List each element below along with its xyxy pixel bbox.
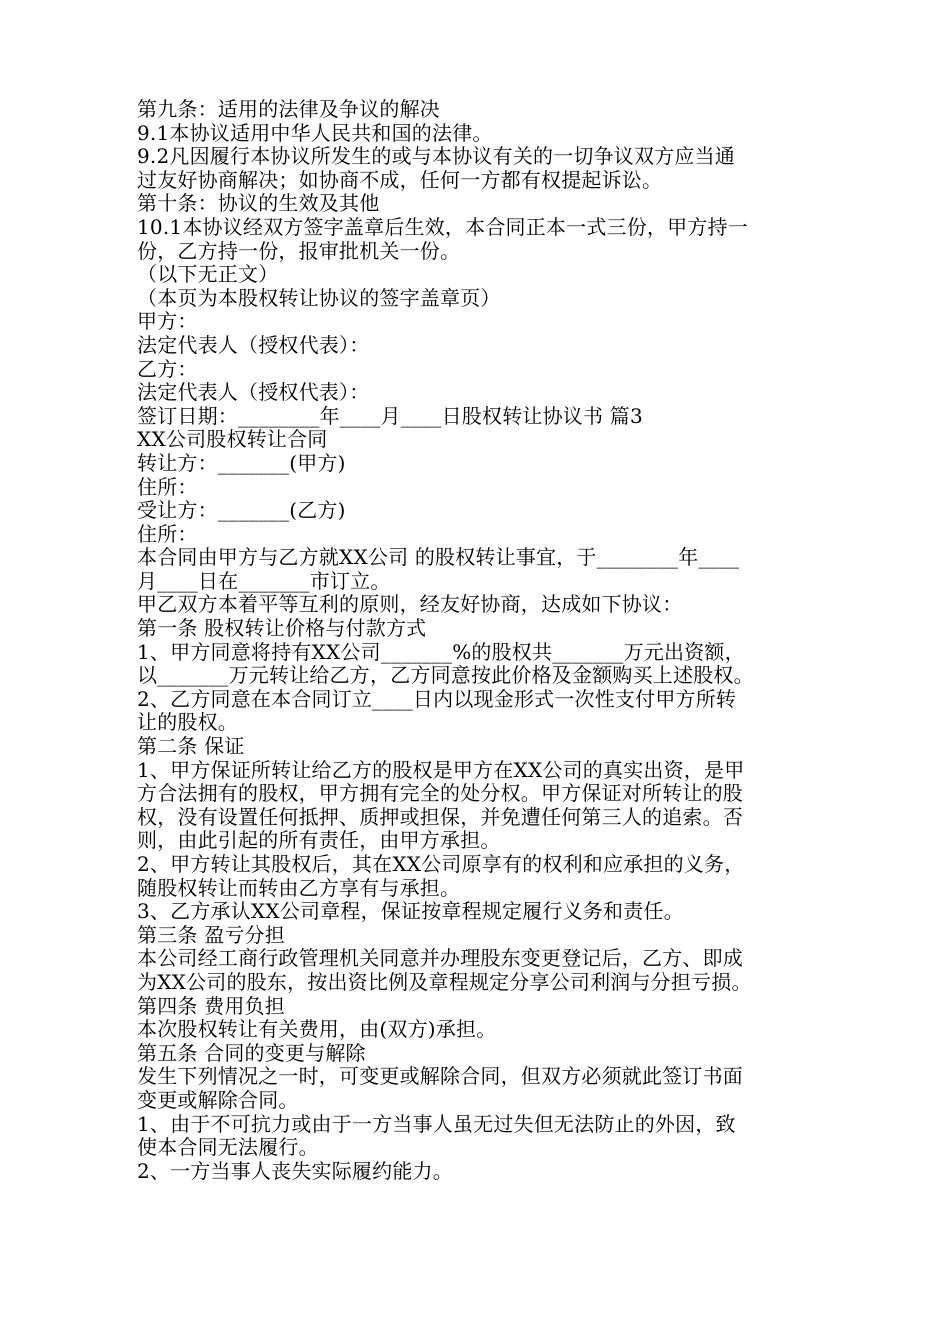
article-2-clause-1-line-1: 1、甲方保证所转让给乙方的股权是甲方在XX公司的真实出资，是甲 [137,757,745,782]
article-10-heading: 第十条：协议的生效及其他 [137,191,380,216]
party-b-label: 乙方： [137,356,198,381]
article-2-heading: 第二条 保证 [137,734,245,759]
article-2-clause-1-line-4: 则，由此引起的所有责任，由甲方承担。 [137,828,501,853]
article-1-clause-1-line-1: 1、甲方同意将持有XX公司_______%的股权共_______万元出资额， [137,639,745,664]
article-4-body: 本次股权转让有关费用，由(双方)承担。 [137,1017,497,1042]
article-1-clause-1-line-2: 以_______万元转让给乙方，乙方同意按此价格及金额购买上述股权。 [137,663,754,688]
article-1-clause-2-line-1: 2、乙方同意在本合同订立____日内以现金形式一次性支付甲方所转 [137,686,737,711]
article-2-clause-2-line-1: 2、甲方转让其股权后，其在XX公司原享有的权利和应承担的义务， [137,852,745,876]
preamble-line-2: 月____日在_______市订立。 [137,568,391,593]
document-page [137,98,827,1183]
article-1-clause-2-line-2: 让的股权。 [137,710,238,735]
preamble-line-1: 本合同由甲方与乙方就XX公司 的股权转让事宜，于________年____ [137,545,740,570]
article-9-heading: 第九条：适用的法律及争议的解决 [137,97,440,121]
article-2-clause-2-line-2: 随股权转让而转由乙方享有与承担。 [137,875,461,900]
article-5-clause-1-line-1: 1、由于不可抗力或由于一方当事人虽无过失但无法防止的外因，致 [137,1111,736,1136]
transferor-address: 住所： [137,474,198,499]
article-5-clause-2: 2、一方当事人丧失实际履约能力。 [137,1158,453,1183]
clause-10-1-line-1: 10.1本协议经双方签字盖章后生效，本合同正本一式三份，甲方持一 [137,214,748,239]
transferee: 受让方：_______(乙方) [137,498,346,523]
clause-10-1-line-2: 份，乙方持一份，报审批机关一份。 [137,238,461,263]
article-5-heading: 第五条 合同的变更与解除 [137,1040,366,1065]
article-2-clause-1-line-2: 方合法拥有的股权，甲方拥有完全的处分权。甲方保证对所转让的股 [137,781,743,806]
signature-page-note: （本页为本股权转让协议的签字盖章页） [137,285,501,310]
clause-9-2-line-2: 过友好协商解决；如协商不成，任何一方都有权提起诉讼。 [137,167,663,192]
party-a-representative: 法定代表人（授权代表）： [137,332,370,357]
article-3-body-line-2: 为XX公司的股东，按出资比例及章程规定分享公司利润与分担亏损。 [137,969,752,994]
article-4-heading: 第四条 费用负担 [137,993,285,1018]
article-3-heading: 第三条 盈亏分担 [137,922,285,947]
transferor: 转让方：_______(甲方) [137,450,346,475]
preamble-line-3: 甲乙双方本着平等互利的原则，经友好协商，达成如下协议： [137,592,683,617]
article-1-heading: 第一条 股权转让价格与付款方式 [137,616,427,641]
party-a-label: 甲方： [137,309,198,334]
transferee-address: 住所： [137,521,198,546]
article-5-body-line-2: 变更或解除合同。 [137,1087,299,1112]
article-5-clause-1-line-2: 使本合同无法履行。 [137,1135,319,1160]
article-5-body-line-1: 发生下列情况之一时，可变更或解除合同，但双方必须就此签订书面 [137,1064,743,1089]
clause-9-2-line-1: 9.2凡因履行本协议所发生的或与本协议有关的一切争议双方应当通 [137,144,736,169]
article-2-clause-1-line-3: 权，没有设置任何抵押、质押或担保，并免遭任何第三人的追索。否 [137,804,743,829]
party-b-representative: 法定代表人（授权代表）： [137,380,370,405]
article-3-body-line-1: 本公司经工商行政管理机关同意并办理股东变更登记后，乙方、即成 [137,946,743,971]
contract-title: XX公司股权转让合同 [137,427,328,452]
clause-9-1: 9.1本协议适用中华人民共和国的法律。 [137,120,493,145]
article-2-clause-3: 3、乙方承认XX公司章程，保证按章程规定履行义务和责任。 [137,899,684,924]
no-further-text-note: （以下无正文） [137,262,279,287]
signing-date: 签订日期：________年____月____日股权转让协议书 篇3 [137,403,643,428]
